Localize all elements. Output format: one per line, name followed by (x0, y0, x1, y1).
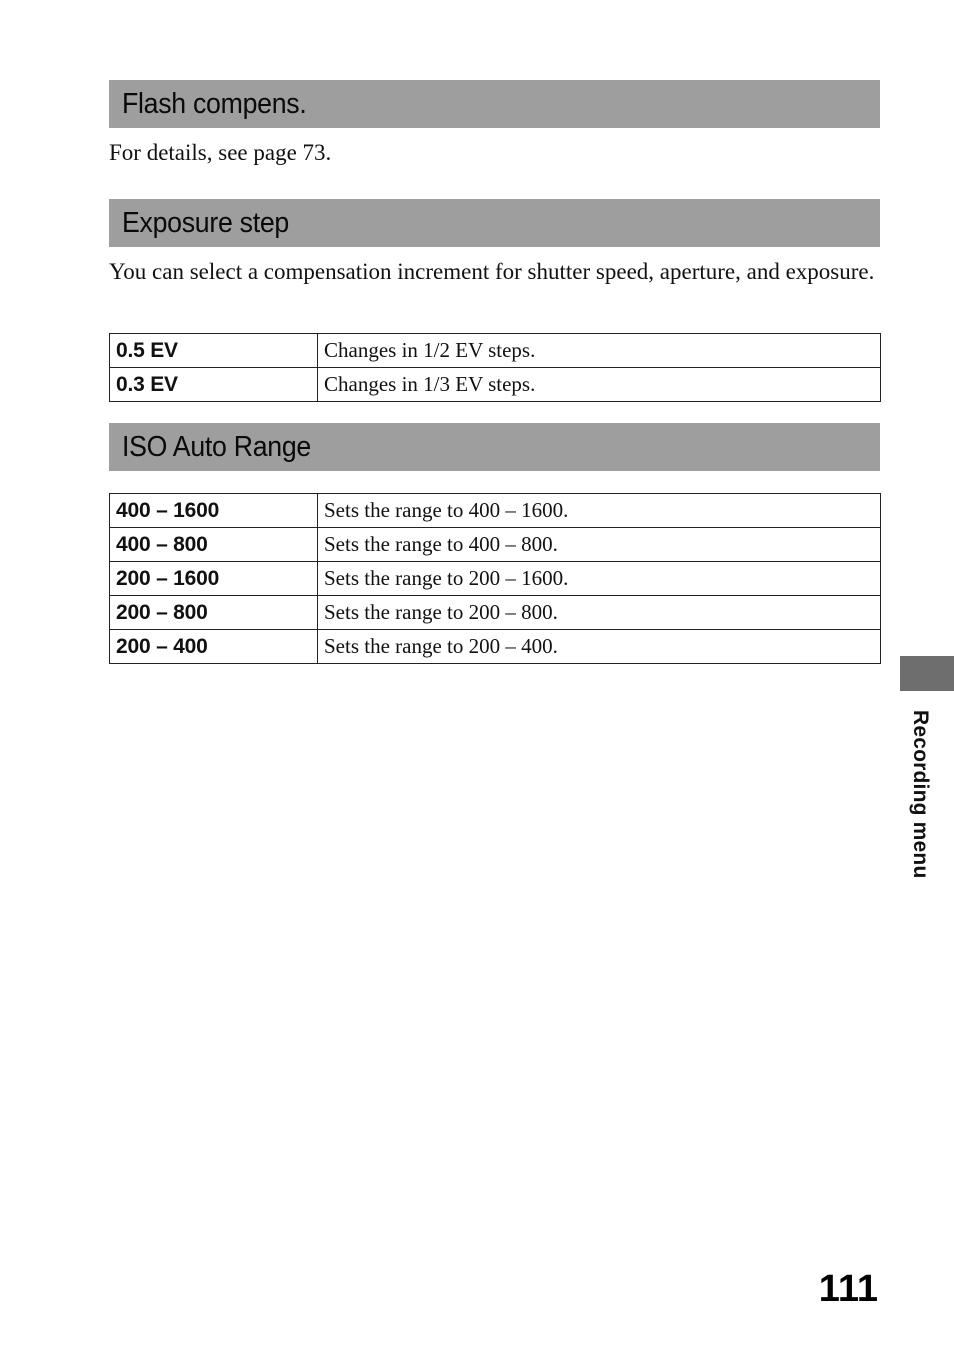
option-description: Sets the range to 200 – 1600. (318, 562, 881, 596)
section-title: Exposure step (122, 206, 289, 239)
table-row (110, 596, 881, 630)
section-header-iso-auto-range (109, 423, 880, 471)
option-key: 200 – 1600 (110, 562, 318, 596)
option-description: Changes in 1/2 EV steps. (318, 334, 881, 368)
option-key: 200 – 400 (110, 630, 318, 664)
chapter-tab-marker (900, 656, 954, 691)
flash-details-text: For details, see page 73. (109, 140, 332, 165)
section-header-exposure-step (109, 199, 880, 247)
exposure-step-description: You can select a compensation increment for shutter speed, aperture, and exposure. (109, 259, 875, 284)
table-row (110, 494, 881, 528)
option-key: 400 – 800 (110, 528, 318, 562)
iso-auto-range-table (109, 493, 881, 664)
exposure-step-table (109, 333, 881, 402)
option-key: 0.3 EV (110, 368, 318, 402)
table-row (110, 334, 881, 368)
option-key: 0.5 EV (110, 334, 318, 368)
option-description: Sets the range to 400 – 1600. (318, 494, 881, 528)
option-description: Changes in 1/3 EV steps. (318, 368, 881, 402)
table-row (110, 630, 881, 664)
table-row (110, 562, 881, 596)
section-header-flash-compens (109, 80, 880, 128)
section-title: Flash compens. (122, 87, 307, 120)
section-title: ISO Auto Range (122, 430, 311, 463)
chapter-side-label: Recording menu (909, 710, 932, 879)
page-number: 111 (818, 1268, 878, 1310)
option-description: Sets the range to 200 – 400. (318, 630, 881, 664)
table-row (110, 528, 881, 562)
option-description: Sets the range to 400 – 800. (318, 528, 881, 562)
option-description: Sets the range to 200 – 800. (318, 596, 881, 630)
option-key: 200 – 800 (110, 596, 318, 630)
table-row (110, 368, 881, 402)
option-key: 400 – 1600 (110, 494, 318, 528)
